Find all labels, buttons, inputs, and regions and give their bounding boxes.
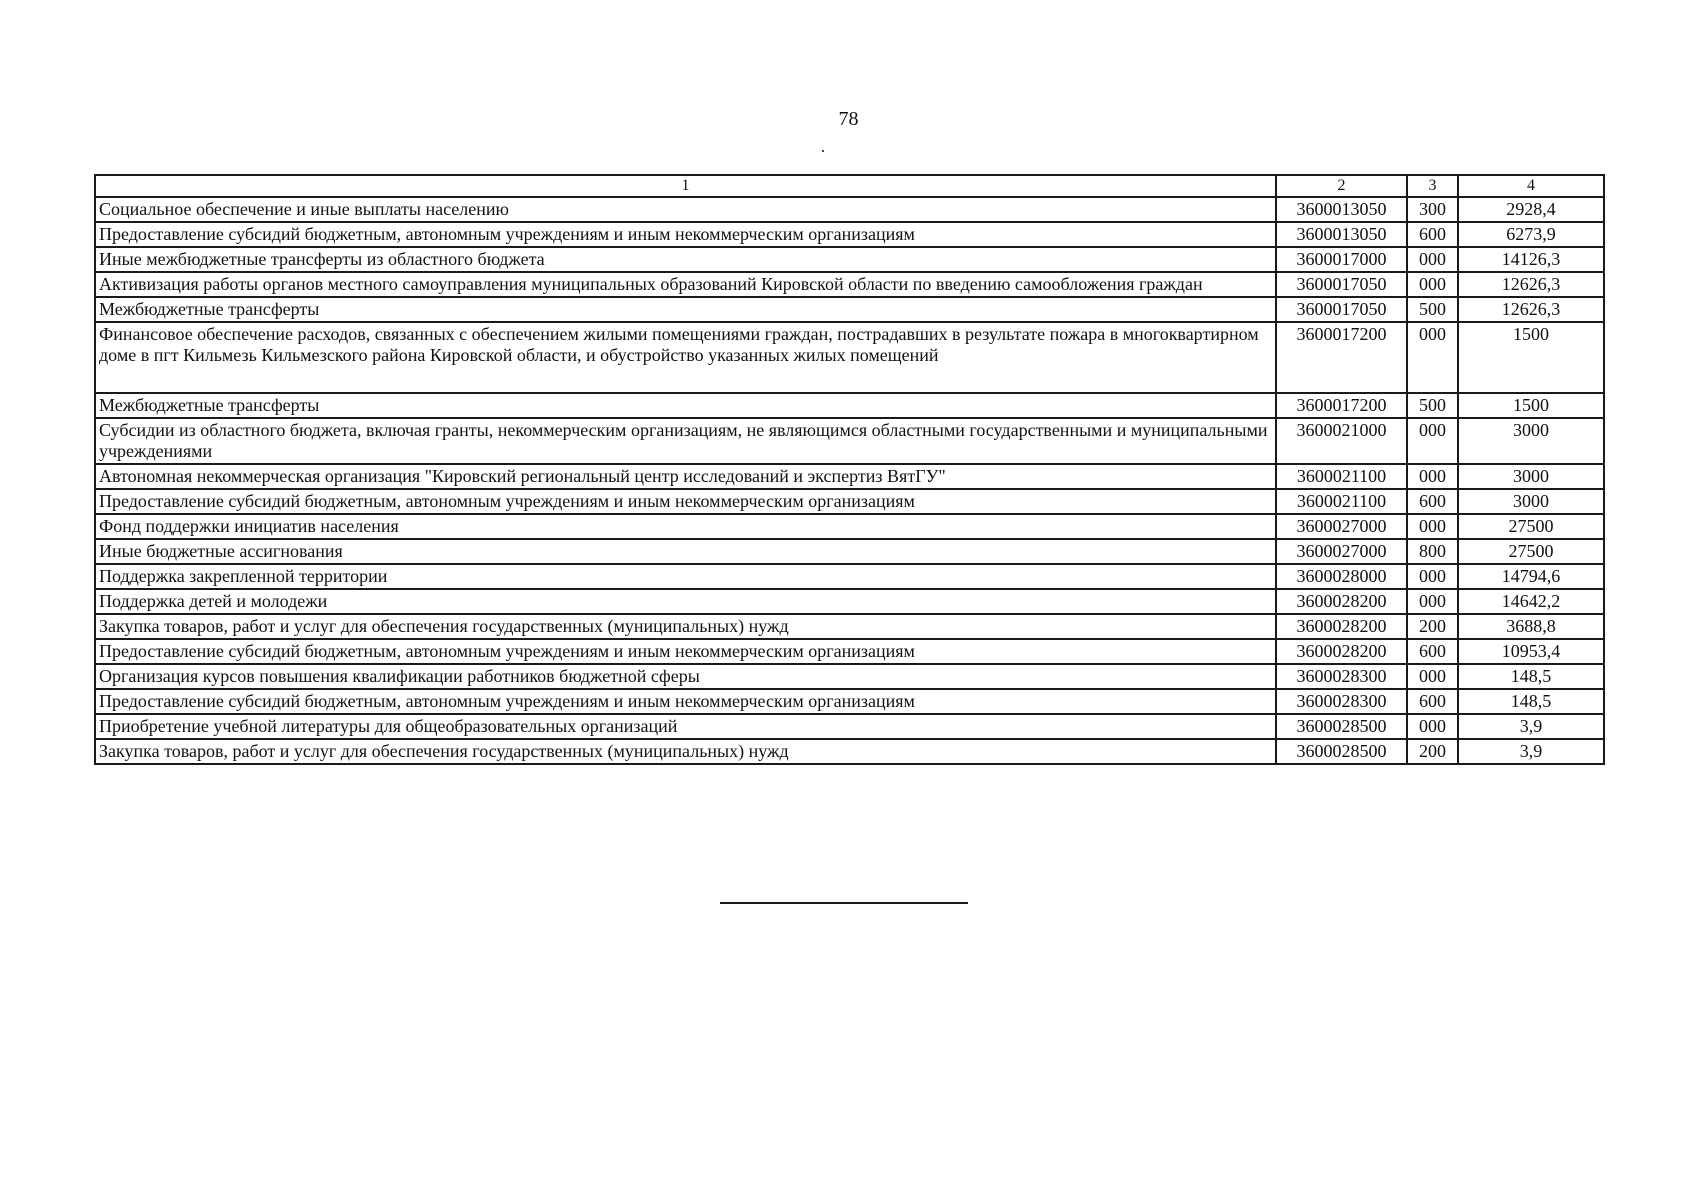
column-header-1: 1	[95, 175, 1276, 197]
row-type: 800	[1407, 539, 1458, 564]
table-row	[95, 664, 1604, 689]
row-type: 000	[1407, 464, 1458, 489]
row-amount: 6273,9	[1458, 222, 1604, 247]
row-code: 3600013050	[1276, 197, 1407, 222]
page-number: 78	[838, 108, 859, 130]
row-type: 300	[1407, 197, 1458, 222]
table-row	[95, 297, 1604, 322]
row-code: 3600017200	[1276, 393, 1407, 418]
table-row	[95, 247, 1604, 272]
row-type: 600	[1407, 639, 1458, 664]
row-type: 200	[1407, 739, 1458, 764]
row-amount: 3,9	[1458, 714, 1604, 739]
row-code: 3600028200	[1276, 614, 1407, 639]
row-name: Межбюджетные трансферты	[95, 393, 1276, 418]
table-row	[95, 197, 1604, 222]
table-row	[95, 614, 1604, 639]
table-row	[95, 739, 1604, 764]
row-code: 3600028200	[1276, 639, 1407, 664]
row-type: 000	[1407, 589, 1458, 614]
scan-dot	[822, 150, 824, 152]
row-type: 000	[1407, 564, 1458, 589]
row-name: Предоставление субсидий бюджетным, автономным учреждениям и иным некоммерческим организациям	[95, 489, 1276, 514]
row-name: Иные межбюджетные трансферты из областного бюджета	[95, 247, 1276, 272]
table-row	[95, 222, 1604, 247]
row-name: Предоставление субсидий бюджетным, автономным учреждениям и иным некоммерческим организациям	[95, 222, 1276, 247]
table-row	[95, 589, 1604, 614]
row-code: 3600028000	[1276, 564, 1407, 589]
row-type: 200	[1407, 614, 1458, 639]
row-name: Иные бюджетные ассигнования	[95, 539, 1276, 564]
row-code: 3600017050	[1276, 272, 1407, 297]
row-name: Социальное обеспечение и иные выплаты населению	[95, 197, 1276, 222]
row-type: 000	[1407, 272, 1458, 297]
row-name: Предоставление субсидий бюджетным, автономным учреждениям и иным некоммерческим организациям	[95, 689, 1276, 714]
row-code: 3600017050	[1276, 297, 1407, 322]
table-header-row	[95, 175, 1604, 197]
row-code: 3600028300	[1276, 664, 1407, 689]
row-type: 000	[1407, 247, 1458, 272]
row-type: 500	[1407, 393, 1458, 418]
table-row	[95, 322, 1604, 393]
row-code: 3600013050	[1276, 222, 1407, 247]
row-amount: 3688,8	[1458, 614, 1604, 639]
row-amount: 12626,3	[1458, 297, 1604, 322]
row-name: Субсидии из областного бюджета, включая гранты, некоммерческим организациям, не являющимся областными государственными и муниципальными учреждениями	[95, 418, 1276, 464]
column-header-2: 2	[1276, 175, 1407, 197]
row-name: Закупка товаров, работ и услуг для обеспечения государственных (муниципальных) нужд	[95, 614, 1276, 639]
row-name: Межбюджетные трансферты	[95, 297, 1276, 322]
row-code: 3600021100	[1276, 464, 1407, 489]
row-amount: 3000	[1458, 464, 1604, 489]
row-code: 3600017200	[1276, 322, 1407, 393]
table-row	[95, 564, 1604, 589]
row-code: 3600028200	[1276, 589, 1407, 614]
row-amount: 14794,6	[1458, 564, 1604, 589]
row-code: 3600027000	[1276, 539, 1407, 564]
row-name: Организация курсов повышения квалификации работников бюджетной сферы	[95, 664, 1276, 689]
table-row	[95, 639, 1604, 664]
table-row	[95, 689, 1604, 714]
end-of-document-rule	[720, 902, 968, 904]
table-row	[95, 539, 1604, 564]
row-type: 000	[1407, 714, 1458, 739]
row-type: 000	[1407, 514, 1458, 539]
row-amount: 2928,4	[1458, 197, 1604, 222]
row-name: Поддержка закрепленной территории	[95, 564, 1276, 589]
row-name: Активизация работы органов местного самоуправления муниципальных образований Кировской области по введению самообложения граждан	[95, 272, 1276, 297]
row-code: 3600027000	[1276, 514, 1407, 539]
row-code: 3600017000	[1276, 247, 1407, 272]
row-type: 000	[1407, 664, 1458, 689]
row-amount: 3000	[1458, 489, 1604, 514]
row-name: Предоставление субсидий бюджетным, автономным учреждениям и иным некоммерческим организациям	[95, 639, 1276, 664]
row-type: 600	[1407, 489, 1458, 514]
row-name: Приобретение учебной литературы для общеобразовательных организаций	[95, 714, 1276, 739]
row-code: 3600028500	[1276, 714, 1407, 739]
row-amount: 14126,3	[1458, 247, 1604, 272]
row-name: Финансовое обеспечение расходов, связанных с обеспечением жилыми помещениями граждан, пострадавших в результате пожара в многоквартирном доме в пгт Кильмезь Кильмезского района Кировской области, и обустройство указанных жилых помещений	[95, 322, 1276, 393]
table-row	[95, 714, 1604, 739]
row-amount: 148,5	[1458, 689, 1604, 714]
row-name: Фонд поддержки инициатив населения	[95, 514, 1276, 539]
row-name: Поддержка детей и молодежи	[95, 589, 1276, 614]
row-name: Закупка товаров, работ и услуг для обеспечения государственных (муниципальных) нужд	[95, 739, 1276, 764]
row-amount: 27500	[1458, 514, 1604, 539]
table-row	[95, 393, 1604, 418]
row-name: Автономная некоммерческая организация "Кировский региональный центр исследований и экспертиз ВятГУ"	[95, 464, 1276, 489]
row-type: 000	[1407, 418, 1458, 464]
table-row	[95, 418, 1604, 464]
row-code: 3600028300	[1276, 689, 1407, 714]
row-type: 600	[1407, 222, 1458, 247]
row-type: 000	[1407, 322, 1458, 393]
row-type: 600	[1407, 689, 1458, 714]
row-amount: 1500	[1458, 393, 1604, 418]
row-code: 3600021100	[1276, 489, 1407, 514]
row-amount: 14642,2	[1458, 589, 1604, 614]
row-amount: 148,5	[1458, 664, 1604, 689]
column-header-4: 4	[1458, 175, 1604, 197]
row-amount: 12626,3	[1458, 272, 1604, 297]
row-amount: 10953,4	[1458, 639, 1604, 664]
row-amount: 3000	[1458, 418, 1604, 464]
row-amount: 3,9	[1458, 739, 1604, 764]
row-amount: 1500	[1458, 322, 1604, 393]
budget-table	[94, 174, 1605, 765]
table-row	[95, 489, 1604, 514]
row-code: 3600028500	[1276, 739, 1407, 764]
table-row	[95, 514, 1604, 539]
row-amount: 27500	[1458, 539, 1604, 564]
table-row	[95, 464, 1604, 489]
table-row	[95, 272, 1604, 297]
row-code: 3600021000	[1276, 418, 1407, 464]
column-header-3: 3	[1407, 175, 1458, 197]
row-type: 500	[1407, 297, 1458, 322]
